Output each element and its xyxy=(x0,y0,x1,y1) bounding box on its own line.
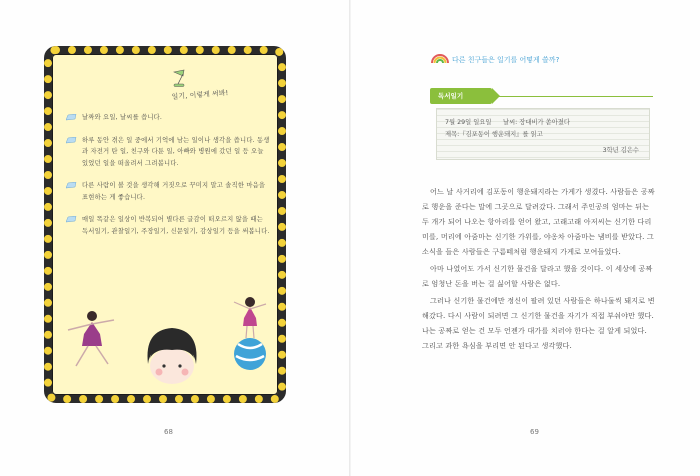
body-paragraph: 어느 날 사거리에 김포동이 행운돼지라는 가게가 생겼다. 사람들은 공짜로 행운을 준다는 말에 그곳으로 달려갔다. 그래서 주인공의 엄마는 뒤는 두 개가 되어 나오는 항아리를 얻어 왔고, 고래고래 아저씨는 신기한 다리미를, 머리에 아줌마는 신기한 가위를, 야옹차 아줌마는 냄비를 받았다. 그 소식을 들은 사람들은 구름떼처럼 행운돼지 가게로 모여들었다. xyxy=(422,187,655,256)
diary-weather: 날씨: 장대비가 쏟아졌다 xyxy=(503,119,570,126)
category-badge-label: 독서일기 xyxy=(438,92,464,100)
diary-tips-frame xyxy=(44,46,286,403)
diary-author: 3학년 김은수 xyxy=(602,147,639,154)
body-paragraph: 그러나 신기한 물건에만 정신이 팔려 있던 사람들은 하나둘씩 돼지로 변해갔다. 다시 사람이 되려면 그 신기한 물건을 자기가 직접 부숴야만 했다. 나는 공짜로 얻는 건 모두 언젠가 대가를 치러야 한다는 걸 알게 되었다. 그리고 과한 욕심을 부리면 안 된다고 생각했다. xyxy=(422,296,655,350)
pencil-icon xyxy=(66,137,77,144)
diary-header-box xyxy=(436,108,650,160)
tip-item xyxy=(66,214,271,237)
page-number-right: 69 xyxy=(530,428,539,436)
tip-item xyxy=(66,112,271,124)
category-badge xyxy=(430,88,492,104)
page-number-left: 68 xyxy=(164,428,173,436)
pencil-icon xyxy=(66,216,77,223)
diary-subject: 제목:『김포동이 행운돼지』를 읽고 xyxy=(445,131,543,138)
diary-guide-title: 일기, 이렇게 써봐! xyxy=(171,89,229,101)
tip-text: 하루 동안 겪은 일 중에서 기억에 남는 일이나 생각을 씁니다. 동생과 자전거 탄 일, 친구와 다툰 일, 아빠와 병원에 갔던 일 등 오늘 있었던 일을 떠올려서 그려봅니다. xyxy=(82,136,270,167)
dancing-girl-illustration xyxy=(62,308,122,370)
diary-body xyxy=(422,184,656,355)
tip-text: 날짜와 요일, 날씨를 씁니다. xyxy=(82,114,163,121)
tip-item xyxy=(66,135,271,170)
tip-item xyxy=(66,180,271,203)
tip-text: 다른 사람이 볼 것을 생각해 거짓으로 꾸미지 말고 솔직한 마음을 표현하는 게 좋습니다. xyxy=(82,182,266,201)
book-gutter xyxy=(349,0,351,476)
desk-lamp-icon xyxy=(170,68,192,88)
body-paragraph: 아마 나였어도 가서 신기한 물건을 달라고 했을 것이다. 이 세상에 공짜로 엄청난 돈을 버는 걸 싫어할 사람은 없다. xyxy=(422,264,653,288)
section-headline: 다른 친구들은 일기를 어떻게 쓸까? xyxy=(452,56,560,64)
badge-divider xyxy=(498,96,653,97)
pencil-icon xyxy=(66,182,77,189)
diary-date: 7월 29일 일요일 xyxy=(445,119,492,126)
girl-on-ball-illustration xyxy=(230,294,272,374)
rainbow-icon xyxy=(430,52,450,64)
boy-face-illustration xyxy=(144,324,200,386)
tips-list xyxy=(66,112,271,248)
pencil-icon xyxy=(66,114,77,121)
tip-text: 매일 똑같은 일상이 반복되어 별다른 글감이 떠오르지 않을 때는 독서일기, 관찰일기, 주장일기, 신문일기, 감상일기 등을 써봅니다. xyxy=(82,216,270,235)
